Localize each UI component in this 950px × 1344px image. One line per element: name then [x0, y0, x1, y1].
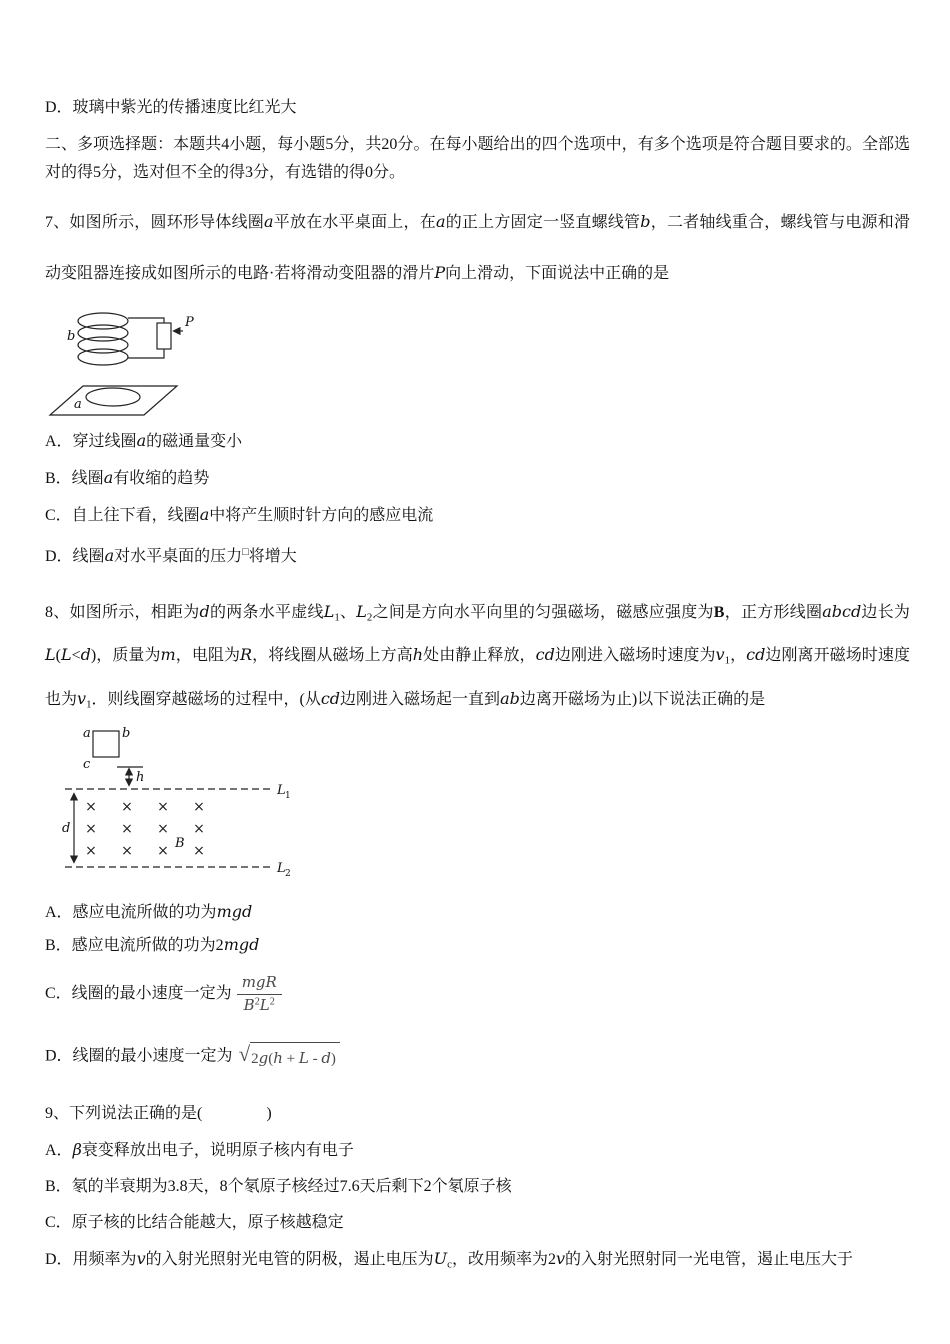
question-7-option-a: A．穿过线圈a的磁通量变小 [45, 431, 243, 450]
label-ring-a: a [74, 397, 82, 412]
field-into-page-cross: × [157, 843, 169, 860]
label-L1-sub: 1 [285, 791, 291, 802]
question-7-option-c: C．自上往下看，线圈a中将产生顺时针方向的感应电流 [45, 505, 434, 524]
wire-top [128, 318, 164, 323]
question-8-stem: 8、如图所示，相距为d的两条水平虚线$L_1$、$L_2$之间是方向水平向里的匀强磁场，磁感应强度为B，正方形线圈abcd边长为L(L<d)，质量为m，电阻为R，将线圈从磁场上方高h处由静止释放，cd边刚进入磁场时速度为$v_1$，cd边刚离开磁场时速度也为$v_1$．则线圈穿越磁场的过程中，(从cd边刚进入磁场起一直到ab边离开磁场为止)以下说法正确的是 [45, 601, 910, 711]
solenoid-turn-2 [78, 325, 128, 341]
field-into-page-cross: × [121, 843, 133, 860]
label-corner-a: a [83, 726, 91, 742]
option-c-text: C．线圈的最小速度一定为 [45, 985, 232, 1003]
field-into-page-cross: × [157, 821, 169, 838]
question-9-option-a: A．β衰变释放出电子，说明原子核内有电子 [45, 1139, 354, 1159]
question-7-figure [47, 303, 910, 423]
radicand: 2g(h + L - d) [250, 1042, 340, 1072]
label-distance-d: d [62, 821, 71, 837]
question-9-option-d: D．用频率为v的入射光照射光电管的阴极，遏止电压为$U_c$，改用频率为2v的入射光照射同一光电管，遏止电压大于 [45, 1248, 854, 1271]
fraction-expression [237, 973, 282, 1016]
field-into-page-cross: × [193, 799, 205, 816]
ring-coil-a [86, 388, 140, 406]
label-L1: L [277, 783, 286, 799]
field-into-page-cross: × [85, 821, 97, 838]
q7-circuit-figure-svg [47, 303, 222, 423]
option-d-text: D．线圈的最小速度一定为 [45, 1047, 233, 1065]
label-height-h: h [136, 770, 145, 786]
question-9-option-b: B．氡的半衰期为3.8天，8个氡原子核经过7.6天后剩下2个氡原子核 [45, 1177, 512, 1195]
sqrt-expression [239, 1042, 340, 1072]
q8-magnetic-field-figure-svg [59, 723, 309, 895]
question-7-stem: 7、如图所示，圆环形导体线圈a平放在水平桌面上，在a的正上方固定一竖直螺线管b，二者轴线重合，螺线管与电源和滑动变阻器连接成如图所示的电路·若将滑动变阻器的滑片P向上滑动，下面说法中正确的是 [45, 212, 910, 282]
question-7-option-b: B．线圈a有收缩的趋势 [45, 468, 210, 487]
question-9-stem: 9、下列说法正确的是( ) [45, 1104, 272, 1122]
rheostat-body [157, 323, 171, 349]
field-into-page-cross: × [193, 821, 205, 838]
fraction-numerator: mgR [237, 973, 282, 995]
solenoid-turn-3 [78, 337, 128, 353]
question-9-option-c: C．原子核的比结合能越大，原子核越稳定 [45, 1213, 344, 1231]
table-surface [50, 386, 177, 415]
field-into-page-cross: × [121, 821, 133, 838]
label-field-B: B [175, 836, 185, 852]
fraction-denominator: $B^2L^2$ [243, 996, 275, 1015]
solenoid-turn-1 [78, 313, 128, 329]
label-corner-b: b [122, 726, 131, 742]
question-8-option-b: B．感应电流所做的功为2mgd [45, 935, 260, 955]
field-into-page-cross: × [193, 843, 205, 860]
field-cross-grid [85, 799, 205, 859]
question-7-option-d: D．线圈a对水平桌面的压力□将增大 [45, 545, 297, 565]
section-two-header: 二、多项选择题：本题共4小题，每小题5分，共20分。在每小题给出的四个选项中，有多个选项是符合题目要求的。全部选对的得5分，选对但不全的得3分，有选错的得0分。 [45, 136, 910, 181]
radical-sign: √ [238, 1041, 251, 1066]
square-coil [93, 731, 119, 757]
field-into-page-cross: × [157, 799, 169, 816]
question-8-option-d [45, 1042, 910, 1072]
prev-question-option-d: D．玻璃中紫光的传播速度比红光大 [45, 99, 297, 116]
wire-bottom [128, 349, 164, 358]
field-into-page-cross: × [121, 799, 133, 816]
solenoid-turn-4 [78, 349, 128, 365]
question-8-figure [59, 723, 910, 895]
field-into-page-cross: × [85, 799, 97, 816]
label-solenoid-b: b [67, 329, 76, 344]
label-corner-c: c [83, 757, 91, 773]
question-8-option-c [45, 973, 910, 1016]
question-8-option-a: A．感应电流所做的功为mgd [45, 902, 253, 922]
label-L2: L [277, 861, 286, 877]
field-into-page-cross: × [85, 843, 97, 860]
label-slider-P: P [185, 315, 194, 330]
label-L2-sub: 2 [285, 869, 291, 880]
